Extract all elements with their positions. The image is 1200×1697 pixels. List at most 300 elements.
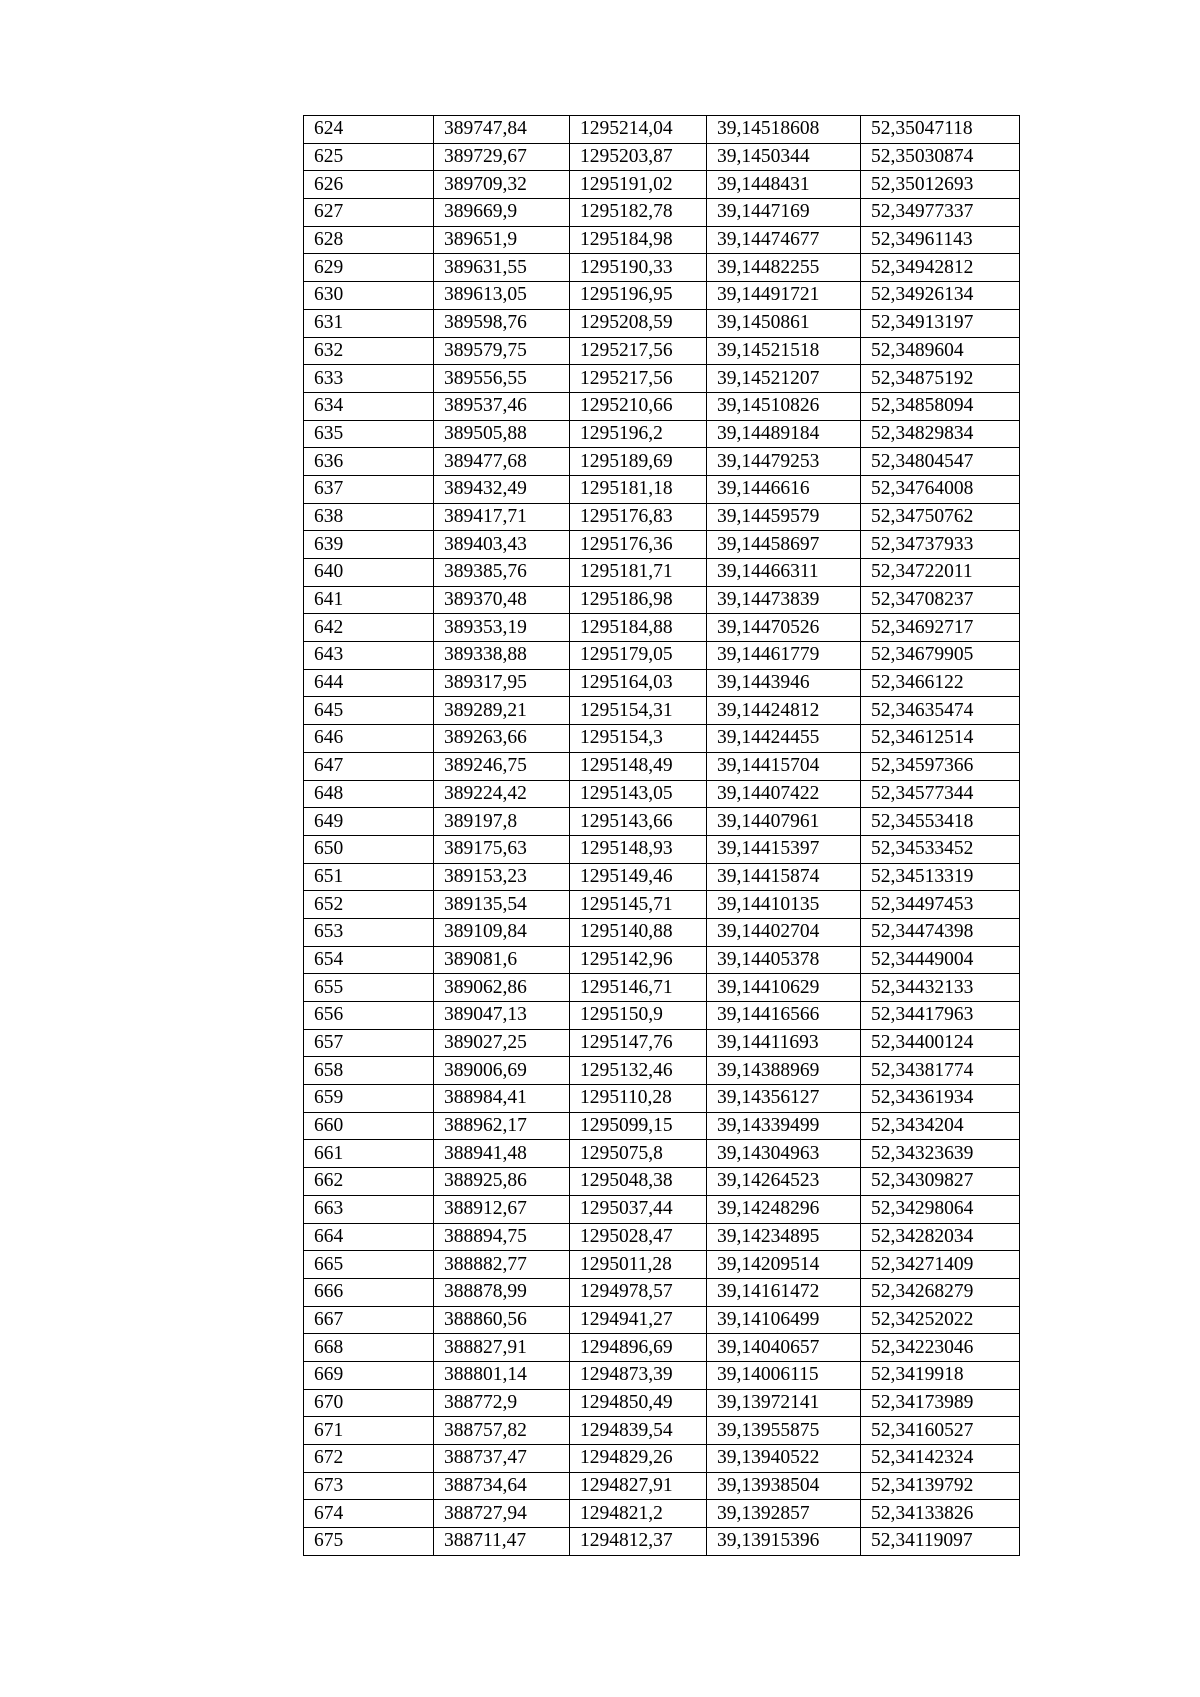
x-coordinate-cell: 388925,86	[434, 1168, 570, 1196]
latitude-cell: 52,34173989	[861, 1389, 1020, 1417]
latitude-cell: 52,34282034	[861, 1223, 1020, 1251]
y-coordinate-cell: 1295210,66	[570, 392, 707, 420]
x-coordinate-cell: 389006,69	[434, 1057, 570, 1085]
x-coordinate-cell: 389027,25	[434, 1029, 570, 1057]
x-coordinate-cell: 388941,48	[434, 1140, 570, 1168]
latitude-cell: 52,34298064	[861, 1195, 1020, 1223]
longitude-cell: 39,14474677	[707, 226, 861, 254]
latitude-cell: 52,34679905	[861, 642, 1020, 670]
y-coordinate-cell: 1295154,31	[570, 697, 707, 725]
point-number-cell: 627	[304, 199, 434, 227]
latitude-cell: 52,34926134	[861, 282, 1020, 310]
table-row	[304, 337, 1020, 365]
table-row	[304, 1528, 1020, 1556]
y-coordinate-cell: 1294839,54	[570, 1417, 707, 1445]
x-coordinate-cell: 389651,9	[434, 226, 570, 254]
longitude-cell: 39,14410629	[707, 974, 861, 1002]
table-row	[304, 642, 1020, 670]
y-coordinate-cell: 1295075,8	[570, 1140, 707, 1168]
y-coordinate-cell: 1295191,02	[570, 171, 707, 199]
y-coordinate-cell: 1295048,38	[570, 1168, 707, 1196]
table-row	[304, 1306, 1020, 1334]
table-body	[304, 116, 1020, 1556]
x-coordinate-cell: 389669,9	[434, 199, 570, 227]
x-coordinate-cell: 388734,64	[434, 1472, 570, 1500]
latitude-cell: 52,34750762	[861, 503, 1020, 531]
y-coordinate-cell: 1295142,96	[570, 946, 707, 974]
longitude-cell: 39,14415397	[707, 835, 861, 863]
x-coordinate-cell: 389385,76	[434, 559, 570, 587]
table-row	[304, 669, 1020, 697]
latitude-cell: 52,34268279	[861, 1278, 1020, 1306]
longitude-cell: 39,14459579	[707, 503, 861, 531]
point-number-cell: 643	[304, 642, 434, 670]
longitude-cell: 39,14006115	[707, 1361, 861, 1389]
table-row	[304, 1223, 1020, 1251]
x-coordinate-cell: 389353,19	[434, 614, 570, 642]
y-coordinate-cell: 1295150,9	[570, 1002, 707, 1030]
point-number-cell: 645	[304, 697, 434, 725]
y-coordinate-cell: 1294812,37	[570, 1528, 707, 1556]
latitude-cell: 52,34942812	[861, 254, 1020, 282]
point-number-cell: 664	[304, 1223, 434, 1251]
point-number-cell: 651	[304, 863, 434, 891]
latitude-cell: 52,34722011	[861, 559, 1020, 587]
table-row	[304, 392, 1020, 420]
point-number-cell: 626	[304, 171, 434, 199]
latitude-cell: 52,34513319	[861, 863, 1020, 891]
latitude-cell: 52,34142324	[861, 1445, 1020, 1473]
table-row	[304, 752, 1020, 780]
latitude-cell: 52,34829834	[861, 420, 1020, 448]
longitude-cell: 39,14461779	[707, 642, 861, 670]
point-number-cell: 667	[304, 1306, 434, 1334]
table-row	[304, 309, 1020, 337]
table-row	[304, 808, 1020, 836]
longitude-cell: 39,14521207	[707, 365, 861, 393]
y-coordinate-cell: 1295184,98	[570, 226, 707, 254]
longitude-cell: 39,14106499	[707, 1306, 861, 1334]
x-coordinate-cell: 389047,13	[434, 1002, 570, 1030]
latitude-cell: 52,34533452	[861, 835, 1020, 863]
y-coordinate-cell: 1295208,59	[570, 309, 707, 337]
y-coordinate-cell: 1294850,49	[570, 1389, 707, 1417]
y-coordinate-cell: 1294821,2	[570, 1500, 707, 1528]
latitude-cell: 52,34323639	[861, 1140, 1020, 1168]
x-coordinate-cell: 389197,8	[434, 808, 570, 836]
y-coordinate-cell: 1295028,47	[570, 1223, 707, 1251]
x-coordinate-cell: 389263,66	[434, 725, 570, 753]
longitude-cell: 39,1443946	[707, 669, 861, 697]
latitude-cell: 52,34961143	[861, 226, 1020, 254]
longitude-cell: 39,13955875	[707, 1417, 861, 1445]
longitude-cell: 39,14482255	[707, 254, 861, 282]
y-coordinate-cell: 1295181,71	[570, 559, 707, 587]
longitude-cell: 39,14518608	[707, 116, 861, 144]
table-row	[304, 143, 1020, 171]
table-row	[304, 697, 1020, 725]
point-number-cell: 647	[304, 752, 434, 780]
x-coordinate-cell: 388882,77	[434, 1251, 570, 1279]
latitude-cell: 52,34139792	[861, 1472, 1020, 1500]
y-coordinate-cell: 1295214,04	[570, 116, 707, 144]
x-coordinate-cell: 388727,94	[434, 1500, 570, 1528]
y-coordinate-cell: 1295132,46	[570, 1057, 707, 1085]
table-row	[304, 116, 1020, 144]
latitude-cell: 52,3434204	[861, 1112, 1020, 1140]
point-number-cell: 633	[304, 365, 434, 393]
latitude-cell: 52,34764008	[861, 475, 1020, 503]
longitude-cell: 39,14356127	[707, 1085, 861, 1113]
point-number-cell: 673	[304, 1472, 434, 1500]
latitude-cell: 52,34309827	[861, 1168, 1020, 1196]
point-number-cell: 650	[304, 835, 434, 863]
table-row	[304, 780, 1020, 808]
longitude-cell: 39,14407961	[707, 808, 861, 836]
latitude-cell: 52,34737933	[861, 531, 1020, 559]
point-number-cell: 629	[304, 254, 434, 282]
y-coordinate-cell: 1295184,88	[570, 614, 707, 642]
x-coordinate-cell: 388827,91	[434, 1334, 570, 1362]
y-coordinate-cell: 1295176,36	[570, 531, 707, 559]
y-coordinate-cell: 1295186,98	[570, 586, 707, 614]
x-coordinate-cell: 389631,55	[434, 254, 570, 282]
longitude-cell: 39,1448431	[707, 171, 861, 199]
latitude-cell: 52,34635474	[861, 697, 1020, 725]
point-number-cell: 675	[304, 1528, 434, 1556]
y-coordinate-cell: 1295182,78	[570, 199, 707, 227]
x-coordinate-cell: 389709,32	[434, 171, 570, 199]
latitude-cell: 52,34119097	[861, 1528, 1020, 1556]
table-row	[304, 1195, 1020, 1223]
point-number-cell: 657	[304, 1029, 434, 1057]
latitude-cell: 52,34612514	[861, 725, 1020, 753]
point-number-cell: 649	[304, 808, 434, 836]
longitude-cell: 39,14402704	[707, 918, 861, 946]
x-coordinate-cell: 388737,47	[434, 1445, 570, 1473]
x-coordinate-cell: 389598,76	[434, 309, 570, 337]
longitude-cell: 39,13915396	[707, 1528, 861, 1556]
point-number-cell: 625	[304, 143, 434, 171]
y-coordinate-cell: 1295196,95	[570, 282, 707, 310]
longitude-cell: 39,14466311	[707, 559, 861, 587]
latitude-cell: 52,35030874	[861, 143, 1020, 171]
table-row	[304, 1389, 1020, 1417]
y-coordinate-cell: 1295110,28	[570, 1085, 707, 1113]
point-number-cell: 655	[304, 974, 434, 1002]
point-number-cell: 653	[304, 918, 434, 946]
point-number-cell: 631	[304, 309, 434, 337]
point-number-cell: 641	[304, 586, 434, 614]
table-row	[304, 448, 1020, 476]
y-coordinate-cell: 1295181,18	[570, 475, 707, 503]
table-row	[304, 1112, 1020, 1140]
latitude-cell: 52,34133826	[861, 1500, 1020, 1528]
table-row	[304, 891, 1020, 919]
longitude-cell: 39,14410135	[707, 891, 861, 919]
x-coordinate-cell: 389747,84	[434, 116, 570, 144]
longitude-cell: 39,14415704	[707, 752, 861, 780]
x-coordinate-cell: 389477,68	[434, 448, 570, 476]
x-coordinate-cell: 388894,75	[434, 1223, 570, 1251]
y-coordinate-cell: 1295143,66	[570, 808, 707, 836]
latitude-cell: 52,34474398	[861, 918, 1020, 946]
table-row	[304, 503, 1020, 531]
longitude-cell: 39,14470526	[707, 614, 861, 642]
y-coordinate-cell: 1295140,88	[570, 918, 707, 946]
longitude-cell: 39,1446616	[707, 475, 861, 503]
table-row	[304, 1168, 1020, 1196]
table-row	[304, 1361, 1020, 1389]
longitude-cell: 39,14161472	[707, 1278, 861, 1306]
x-coordinate-cell: 388801,14	[434, 1361, 570, 1389]
latitude-cell: 52,34252022	[861, 1306, 1020, 1334]
point-number-cell: 663	[304, 1195, 434, 1223]
y-coordinate-cell: 1295099,15	[570, 1112, 707, 1140]
table-row	[304, 725, 1020, 753]
x-coordinate-cell: 388984,41	[434, 1085, 570, 1113]
x-coordinate-cell: 389432,49	[434, 475, 570, 503]
y-coordinate-cell: 1295217,56	[570, 337, 707, 365]
table-row	[304, 1500, 1020, 1528]
longitude-cell: 39,14424812	[707, 697, 861, 725]
table-row	[304, 1251, 1020, 1279]
point-number-cell: 656	[304, 1002, 434, 1030]
longitude-cell: 39,14489184	[707, 420, 861, 448]
table-row	[304, 586, 1020, 614]
table-row	[304, 1445, 1020, 1473]
longitude-cell: 39,14491721	[707, 282, 861, 310]
y-coordinate-cell: 1294896,69	[570, 1334, 707, 1362]
latitude-cell: 52,34271409	[861, 1251, 1020, 1279]
point-number-cell: 634	[304, 392, 434, 420]
longitude-cell: 39,1447169	[707, 199, 861, 227]
y-coordinate-cell: 1295149,46	[570, 863, 707, 891]
table-row	[304, 1085, 1020, 1113]
latitude-cell: 52,34223046	[861, 1334, 1020, 1362]
point-number-cell: 630	[304, 282, 434, 310]
table-row	[304, 918, 1020, 946]
longitude-cell: 39,14234895	[707, 1223, 861, 1251]
longitude-cell: 39,14479253	[707, 448, 861, 476]
x-coordinate-cell: 389729,67	[434, 143, 570, 171]
point-number-cell: 674	[304, 1500, 434, 1528]
point-number-cell: 642	[304, 614, 434, 642]
point-number-cell: 636	[304, 448, 434, 476]
latitude-cell: 52,34692717	[861, 614, 1020, 642]
x-coordinate-cell: 389505,88	[434, 420, 570, 448]
longitude-cell: 39,14521518	[707, 337, 861, 365]
latitude-cell: 52,34858094	[861, 392, 1020, 420]
longitude-cell: 39,1450344	[707, 143, 861, 171]
table-row	[304, 946, 1020, 974]
longitude-cell: 39,14264523	[707, 1168, 861, 1196]
table-row	[304, 559, 1020, 587]
y-coordinate-cell: 1295176,83	[570, 503, 707, 531]
latitude-cell: 52,34553418	[861, 808, 1020, 836]
table-row	[304, 835, 1020, 863]
table-row	[304, 1140, 1020, 1168]
point-number-cell: 638	[304, 503, 434, 531]
table-row	[304, 420, 1020, 448]
point-number-cell: 658	[304, 1057, 434, 1085]
point-number-cell: 648	[304, 780, 434, 808]
point-number-cell: 640	[304, 559, 434, 587]
latitude-cell: 52,34381774	[861, 1057, 1020, 1085]
y-coordinate-cell: 1295011,28	[570, 1251, 707, 1279]
y-coordinate-cell: 1295179,05	[570, 642, 707, 670]
y-coordinate-cell: 1295164,03	[570, 669, 707, 697]
y-coordinate-cell: 1294978,57	[570, 1278, 707, 1306]
point-number-cell: 644	[304, 669, 434, 697]
longitude-cell: 39,14248296	[707, 1195, 861, 1223]
latitude-cell: 52,34497453	[861, 891, 1020, 919]
x-coordinate-cell: 388962,17	[434, 1112, 570, 1140]
point-number-cell: 668	[304, 1334, 434, 1362]
x-coordinate-cell: 389175,63	[434, 835, 570, 863]
latitude-cell: 52,3419918	[861, 1361, 1020, 1389]
x-coordinate-cell: 389579,75	[434, 337, 570, 365]
x-coordinate-cell: 388878,99	[434, 1278, 570, 1306]
table-row	[304, 1472, 1020, 1500]
y-coordinate-cell: 1295146,71	[570, 974, 707, 1002]
table-row	[304, 1417, 1020, 1445]
table-row	[304, 1029, 1020, 1057]
longitude-cell: 39,1392857	[707, 1500, 861, 1528]
latitude-cell: 52,34597366	[861, 752, 1020, 780]
latitude-cell: 52,34577344	[861, 780, 1020, 808]
y-coordinate-cell: 1294827,91	[570, 1472, 707, 1500]
point-number-cell: 652	[304, 891, 434, 919]
y-coordinate-cell: 1294941,27	[570, 1306, 707, 1334]
x-coordinate-cell: 389109,84	[434, 918, 570, 946]
latitude-cell: 52,34449004	[861, 946, 1020, 974]
latitude-cell: 52,34875192	[861, 365, 1020, 393]
point-number-cell: 654	[304, 946, 434, 974]
latitude-cell: 52,34417963	[861, 1002, 1020, 1030]
latitude-cell: 52,34361934	[861, 1085, 1020, 1113]
y-coordinate-cell: 1295148,49	[570, 752, 707, 780]
y-coordinate-cell: 1295189,69	[570, 448, 707, 476]
longitude-cell: 39,13938504	[707, 1472, 861, 1500]
latitude-cell: 52,34432133	[861, 974, 1020, 1002]
point-number-cell: 662	[304, 1168, 434, 1196]
y-coordinate-cell: 1295196,2	[570, 420, 707, 448]
x-coordinate-cell: 389062,86	[434, 974, 570, 1002]
latitude-cell: 52,35047118	[861, 116, 1020, 144]
table-row	[304, 365, 1020, 393]
latitude-cell: 52,34160527	[861, 1417, 1020, 1445]
x-coordinate-cell: 389289,21	[434, 697, 570, 725]
y-coordinate-cell: 1294873,39	[570, 1361, 707, 1389]
latitude-cell: 52,3466122	[861, 669, 1020, 697]
latitude-cell: 52,34977337	[861, 199, 1020, 227]
point-number-cell: 660	[304, 1112, 434, 1140]
longitude-cell: 39,14405378	[707, 946, 861, 974]
point-number-cell: 628	[304, 226, 434, 254]
table-row	[304, 199, 1020, 227]
point-number-cell: 659	[304, 1085, 434, 1113]
y-coordinate-cell: 1295147,76	[570, 1029, 707, 1057]
table-row	[304, 282, 1020, 310]
point-number-cell: 637	[304, 475, 434, 503]
x-coordinate-cell: 389081,6	[434, 946, 570, 974]
point-number-cell: 632	[304, 337, 434, 365]
latitude-cell: 52,3489604	[861, 337, 1020, 365]
x-coordinate-cell: 389370,48	[434, 586, 570, 614]
x-coordinate-cell: 388711,47	[434, 1528, 570, 1556]
x-coordinate-cell: 389403,43	[434, 531, 570, 559]
point-number-cell: 670	[304, 1389, 434, 1417]
longitude-cell: 39,14424455	[707, 725, 861, 753]
latitude-cell: 52,34708237	[861, 586, 1020, 614]
longitude-cell: 39,14458697	[707, 531, 861, 559]
table-row	[304, 1278, 1020, 1306]
y-coordinate-cell: 1295203,87	[570, 143, 707, 171]
x-coordinate-cell: 389556,55	[434, 365, 570, 393]
longitude-cell: 39,14388969	[707, 1057, 861, 1085]
longitude-cell: 39,14407422	[707, 780, 861, 808]
y-coordinate-cell: 1294829,26	[570, 1445, 707, 1473]
y-coordinate-cell: 1295217,56	[570, 365, 707, 393]
table-row	[304, 863, 1020, 891]
x-coordinate-cell: 389224,42	[434, 780, 570, 808]
point-number-cell: 671	[304, 1417, 434, 1445]
point-number-cell: 661	[304, 1140, 434, 1168]
latitude-cell: 52,35012693	[861, 171, 1020, 199]
point-number-cell: 639	[304, 531, 434, 559]
table-row	[304, 475, 1020, 503]
longitude-cell: 39,14415874	[707, 863, 861, 891]
latitude-cell: 52,34804547	[861, 448, 1020, 476]
table-row	[304, 1002, 1020, 1030]
x-coordinate-cell: 389317,95	[434, 669, 570, 697]
y-coordinate-cell: 1295190,33	[570, 254, 707, 282]
x-coordinate-cell: 388757,82	[434, 1417, 570, 1445]
coordinates-table	[303, 115, 1020, 1556]
longitude-cell: 39,14339499	[707, 1112, 861, 1140]
x-coordinate-cell: 389613,05	[434, 282, 570, 310]
y-coordinate-cell: 1295145,71	[570, 891, 707, 919]
point-number-cell: 672	[304, 1445, 434, 1473]
longitude-cell: 39,14510826	[707, 392, 861, 420]
x-coordinate-cell: 388860,56	[434, 1306, 570, 1334]
table-row	[304, 1334, 1020, 1362]
longitude-cell: 39,1450861	[707, 309, 861, 337]
latitude-cell: 52,34400124	[861, 1029, 1020, 1057]
longitude-cell: 39,14473839	[707, 586, 861, 614]
x-coordinate-cell: 389537,46	[434, 392, 570, 420]
point-number-cell: 635	[304, 420, 434, 448]
table-row	[304, 1057, 1020, 1085]
point-number-cell: 669	[304, 1361, 434, 1389]
longitude-cell: 39,14040657	[707, 1334, 861, 1362]
table-row	[304, 226, 1020, 254]
longitude-cell: 39,13972141	[707, 1389, 861, 1417]
table-row	[304, 171, 1020, 199]
point-number-cell: 624	[304, 116, 434, 144]
point-number-cell: 665	[304, 1251, 434, 1279]
longitude-cell: 39,14304963	[707, 1140, 861, 1168]
table-row	[304, 614, 1020, 642]
x-coordinate-cell: 389417,71	[434, 503, 570, 531]
x-coordinate-cell: 388912,67	[434, 1195, 570, 1223]
x-coordinate-cell: 389338,88	[434, 642, 570, 670]
point-number-cell: 666	[304, 1278, 434, 1306]
y-coordinate-cell: 1295148,93	[570, 835, 707, 863]
table-row	[304, 531, 1020, 559]
longitude-cell: 39,14416566	[707, 1002, 861, 1030]
